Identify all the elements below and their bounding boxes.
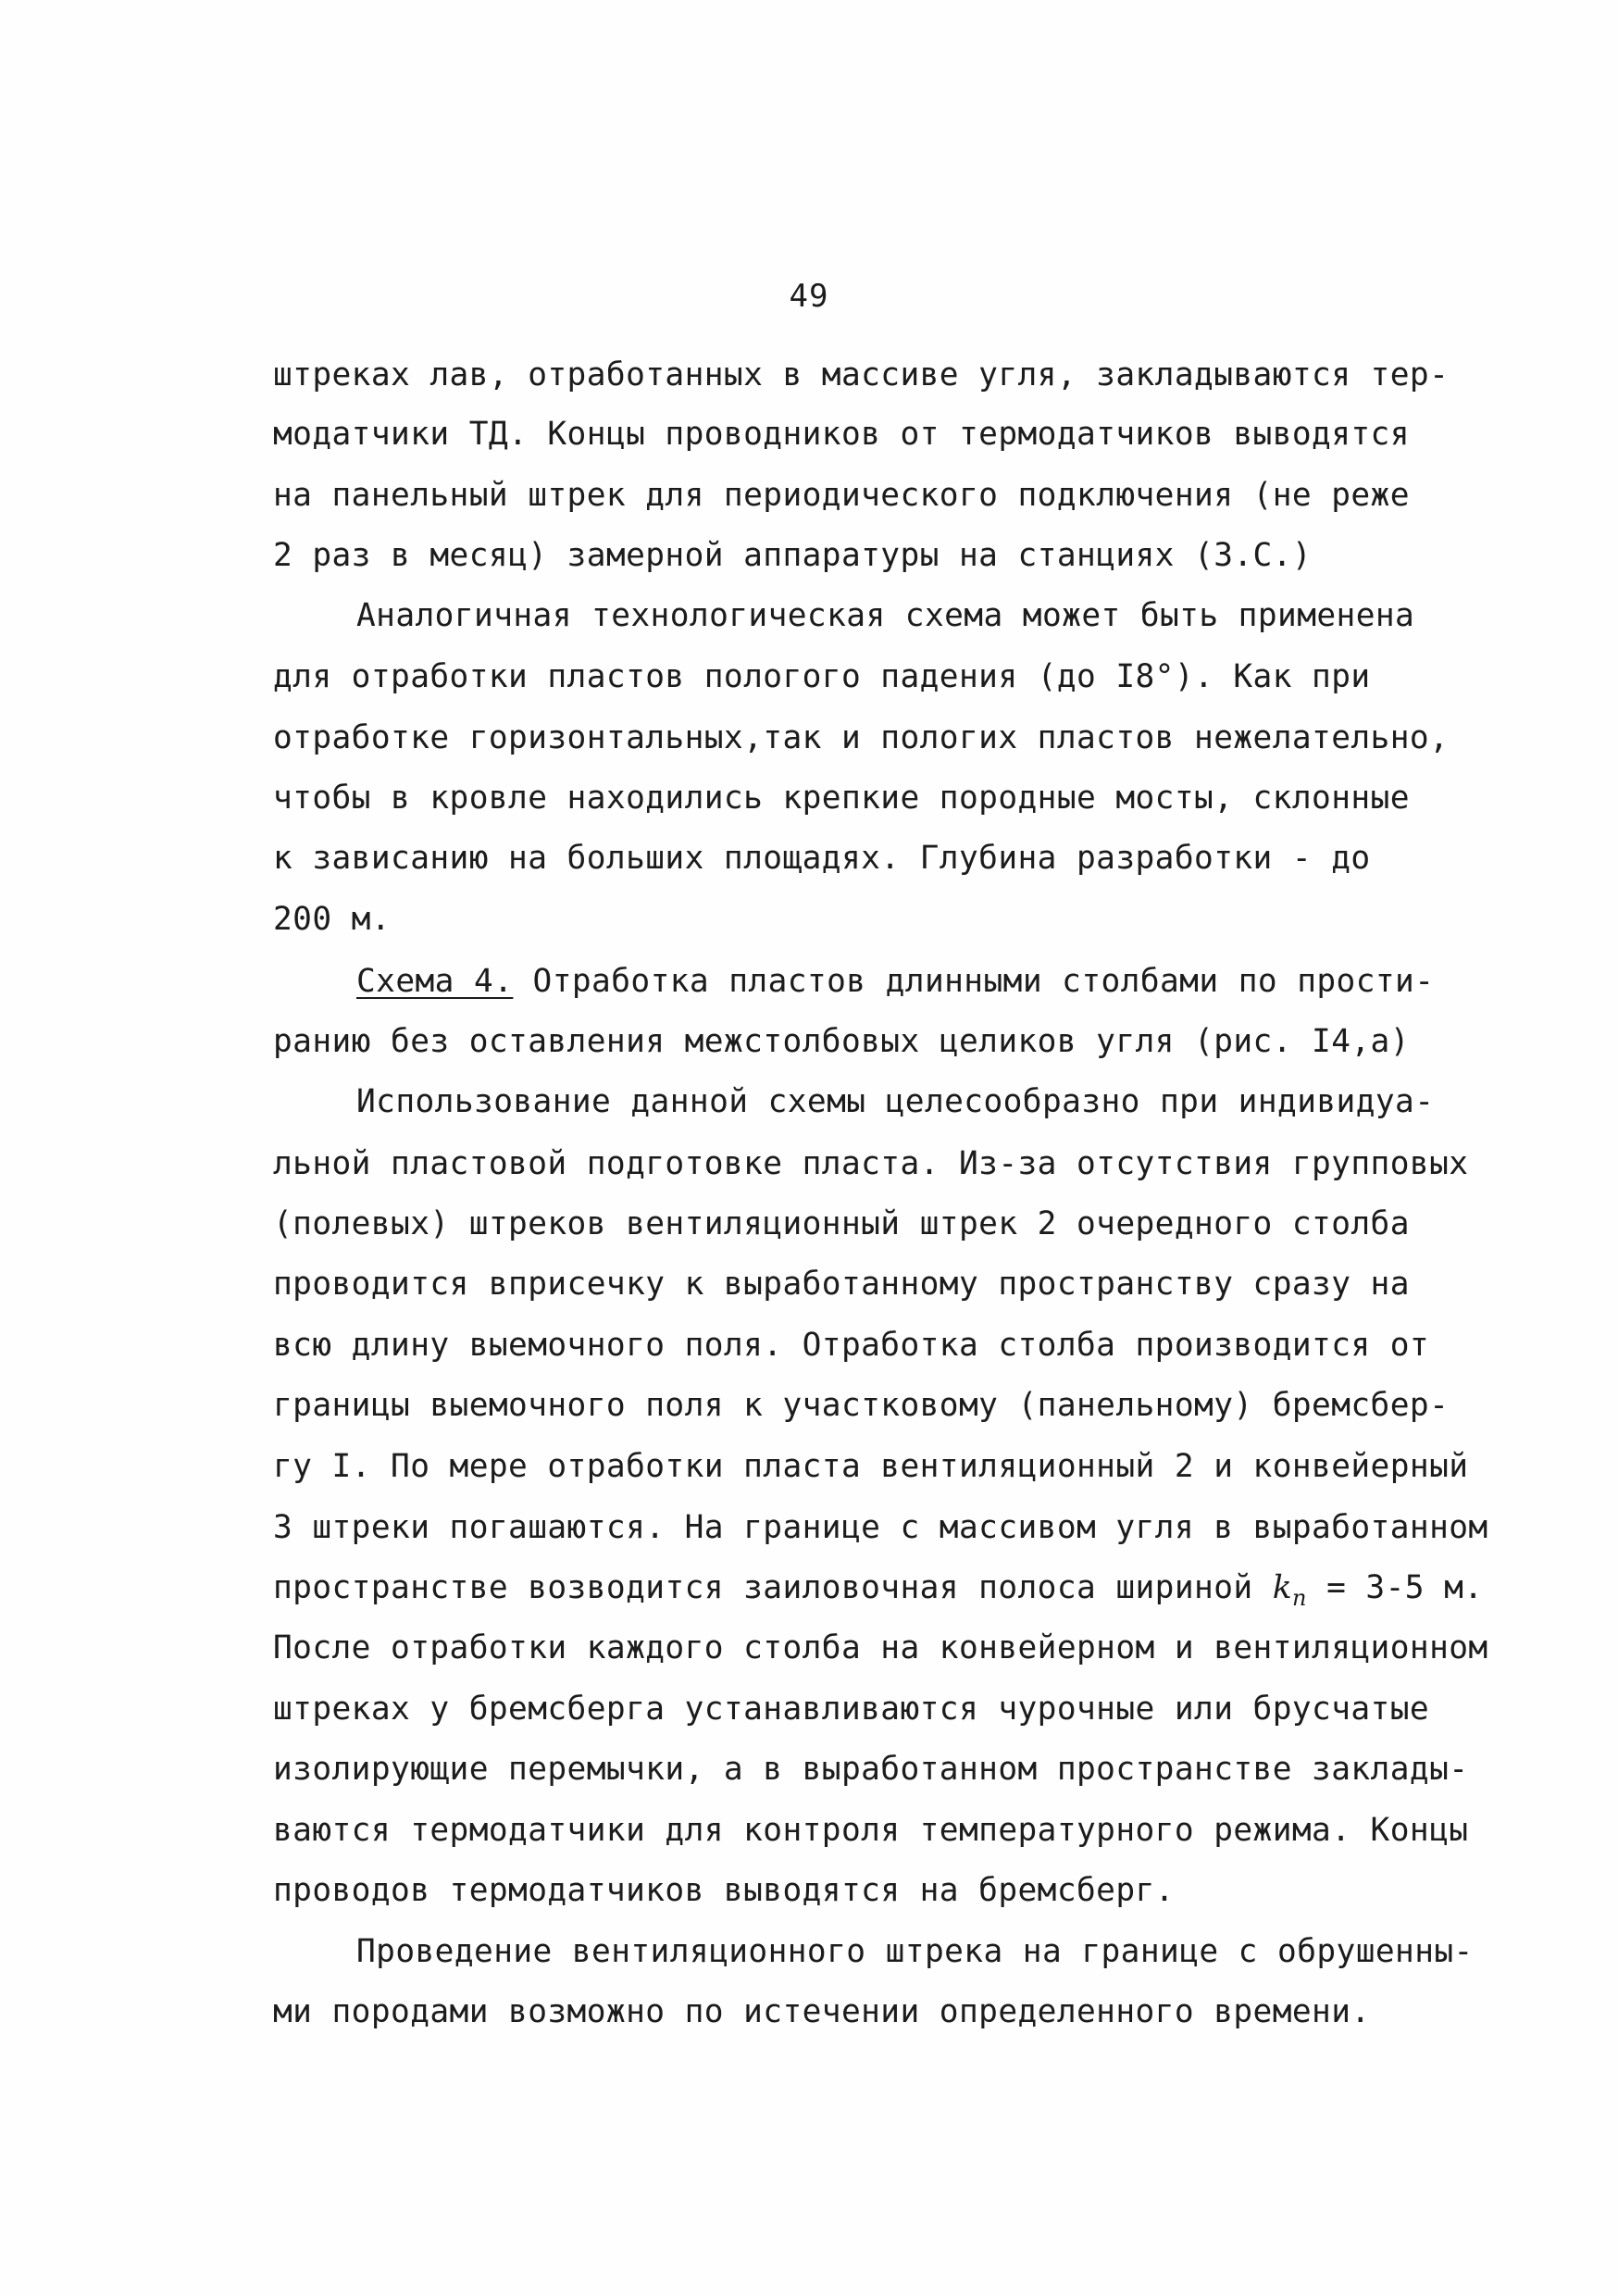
formula-symbol: $k_п$ <box>1272 1569 1307 1611</box>
text-line: 3 штреки погашаются. На границе с массивом угля в выработанном <box>273 1509 1488 1546</box>
text-line: проводов термодатчиков выводятся на бремсберг. <box>273 1872 1175 1909</box>
text-line: льной пластовой подготовке пласта. Из-за отсутствия групповых <box>273 1145 1469 1182</box>
text-line: Использование данной схемы целесообразно при индивидуа- <box>356 1083 1435 1120</box>
scheme-heading-rest: Отработка пластов длинными столбами по прости- <box>513 963 1435 1000</box>
text-line: (полевых) штреков вентиляционный штрек 2 очередного столба <box>273 1205 1410 1242</box>
text-line: ранию без оставления межстолбовых целиков угля (рис. I4,а) <box>273 1023 1410 1060</box>
text-line: модатчики ТД. Концы проводников от термодатчиков выводятся <box>273 416 1410 453</box>
text-line: границы выемочного поля к участковому (панельному) бремсбер- <box>273 1387 1450 1424</box>
text-line: ваются термодатчики для контроля температурного режима. Концы <box>273 1812 1469 1849</box>
scheme-heading-line <box>356 963 1434 1000</box>
text-line: отработке горизонтальных,так и пологих пластов нежелательно, <box>273 719 1450 756</box>
scheme-label: Схема 4. <box>356 963 514 1000</box>
formula-line-text: пространстве возводится заиловочная полоса шириной <box>273 1569 1253 1606</box>
text-line: гу I. По мере отработки пласта вентиляционный 2 и конвейерный <box>273 1448 1469 1485</box>
text-line: 2 раз в месяц) замерной аппаратуры на станциях (З.С.) <box>273 537 1313 574</box>
text-line: для отработки пластов пологого падения (до I8°). Как при <box>273 658 1371 695</box>
text-line: чтобы в кровле находились крепкие породные мосты, склонные <box>273 780 1410 817</box>
text-line: на панельный штрек для периодического подключения (не реже <box>273 477 1410 514</box>
text-line: к зависанию на больших площадях. Глубина разработки - до <box>273 840 1371 877</box>
text-line: проводится вприсечку к выработанному пространству сразу на <box>273 1266 1410 1303</box>
text-line: ми породами возможно по истечении определенного времени. <box>273 1993 1371 2030</box>
text-line: штреках лав, отработанных в массиве угля, закладываются тер- <box>273 356 1450 393</box>
text-line: 200 м. <box>273 901 392 938</box>
page-number: 49 <box>789 278 829 315</box>
text-line: штреках у бремсберга устанавливаются чурочные или брусчатые <box>273 1691 1430 1728</box>
formula-value: = 3-5 м. <box>1326 1569 1484 1606</box>
text-line: После отработки каждого столба на конвейерном и вентиляционном <box>273 1629 1488 1666</box>
text-line: изолирующие перемычки, а в выработанном пространстве заклады- <box>273 1751 1469 1788</box>
formula-line <box>273 1569 1483 1616</box>
text-line: всю длину выемочного поля. Отработка столба производится от <box>273 1327 1430 1364</box>
text-line: Аналогичная технологическая схема может быть применена <box>356 597 1415 634</box>
text-line: Проведение вентиляционного штрека на границе с обрушенны- <box>356 1933 1474 1970</box>
